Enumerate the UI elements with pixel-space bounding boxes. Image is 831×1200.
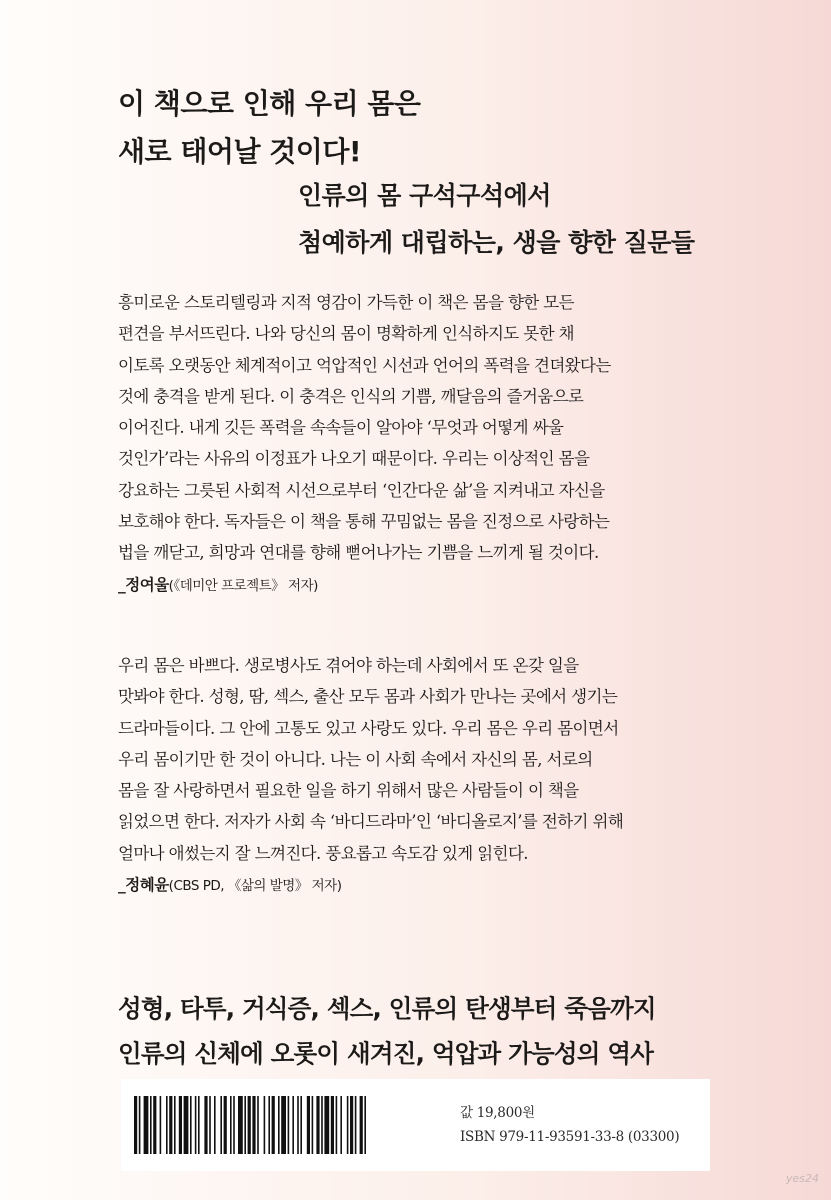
barcode-bar	[169, 1096, 172, 1154]
review-line: 흥미로운 스토리텔링과 지적 영감이 가득한 이 책은 몸을 향한 모든	[118, 293, 574, 312]
review-line: 맛봐야 한다. 성형, 땀, 섹스, 출산 모두 몸과 사회가 만나는 곳에서 생기는	[118, 687, 618, 707]
review-line: 얼마나 애썼는지 잘 느껴진다. 풍요롭고 속도감 있게 읽힌다.	[118, 843, 528, 863]
barcode-bar	[360, 1096, 363, 1154]
reviewer-note: (CBS PD, 《삶의 발명》 저자)	[168, 878, 342, 895]
barcode-bar	[184, 1096, 189, 1154]
review-jeong-hyeyun	[118, 650, 718, 900]
barcode-bar	[281, 1096, 286, 1154]
barcode-bar	[144, 1096, 149, 1154]
isbn-label: ISBN 979-11-93591-33-8 (03300)	[460, 1129, 680, 1145]
barcode-bar	[230, 1096, 232, 1154]
headline-line-2: 새로 태어날 것이다!	[118, 135, 362, 168]
barcode-bar	[316, 1096, 319, 1154]
barcode-bar	[204, 1096, 207, 1154]
barcode-bar	[364, 1096, 366, 1154]
barcode-bar	[300, 1096, 302, 1154]
review-line: 법을 깨닫고, 희망과 연대를 향해 뻗어나가는 기쁨을 느끼게 될 것이다.	[118, 543, 599, 563]
review-line: 우리 몸이기만 한 것이 아니다. 나는 이 사회 속에서 자신의 몸, 서로의	[118, 749, 593, 769]
barcode-bar	[292, 1096, 294, 1154]
barcode-bar	[331, 1096, 334, 1154]
barcode-bar	[166, 1096, 168, 1154]
review-line: 것인가’라는 사유의 이정표가 나오기 때문이다. 우리는 이상적인 몸을	[118, 449, 590, 469]
bottom-tagline-line-1: 성형, 타투, 거식증, 섹스, 인류의 탄생부터 죽음까지	[118, 994, 656, 1023]
barcode-bar	[153, 1096, 156, 1154]
review-line: 우리 몸은 바쁘다. 생로병사도 겪어야 하는데 사회에서 또 온갖 일을	[118, 656, 579, 675]
barcode-panel	[121, 1079, 710, 1171]
reviewer-note: (《데미안 프로젝트》 저자)	[168, 577, 318, 594]
bottom-tagline	[118, 986, 656, 1076]
subheadline-line-2: 첨예하게 대립하는, 생을 향한 질문들	[298, 228, 695, 257]
barcode-bar	[209, 1096, 211, 1154]
barcode-bar	[336, 1096, 338, 1154]
barcode-bar	[312, 1096, 314, 1154]
barcode-bar	[324, 1096, 329, 1154]
price-label: 값 19,800원	[460, 1105, 535, 1121]
headline-line-1: 이 책으로 인해 우리 몸은	[118, 87, 421, 120]
barcode-bar	[264, 1096, 266, 1154]
review-line: 읽었으면 한다. 저자가 사회 속 ‘바디드라마’인 ‘바디올로지’를 전하기 위해	[118, 812, 624, 832]
reviewer-name: _정혜윤	[118, 876, 169, 895]
barcode-bar	[214, 1096, 216, 1154]
subheadline-line-1: 인류의 몸 구석구석에서	[298, 181, 551, 210]
barcode-bar	[174, 1096, 176, 1154]
review-jeong-yeoul	[118, 287, 718, 600]
barcode-bar	[150, 1096, 152, 1154]
barcode-bar	[233, 1096, 235, 1154]
barcode-bar	[134, 1096, 137, 1154]
barcode-bar	[224, 1096, 227, 1154]
review-line: 보호해야 한다. 독자들은 이 책을 통해 꾸밈없는 몸을 진정으로 사랑하는	[118, 512, 610, 532]
barcode-bar	[248, 1096, 251, 1154]
price-info	[460, 1101, 679, 1149]
barcode-bar	[257, 1096, 259, 1154]
barcode-bar	[160, 1096, 162, 1154]
barcode-bar	[307, 1096, 310, 1154]
barcode-bar	[288, 1096, 290, 1154]
barcode-bar	[278, 1096, 280, 1154]
barcode-bar	[355, 1096, 357, 1154]
bottom-tagline-line-2: 인류의 신체에 오롯이 새겨진, 억압과 가능성의 역사	[118, 1039, 654, 1068]
barcode-bar	[220, 1096, 222, 1154]
barcode-bar	[340, 1096, 342, 1154]
review-attribution	[118, 871, 718, 900]
review-line: 몸을 잘 사랑하면서 필요한 일을 하기 위해서 많은 사람들이 이 책을	[118, 781, 579, 801]
review-line: 편견을 부서뜨린다. 나와 당신의 몸이 명확하게 인식하지도 못한 채	[118, 324, 574, 344]
review-line: 이토록 오랫동안 체계적이고 억압적인 시선과 언어의 폭력을 견뎌왔다는	[118, 355, 611, 375]
review-line: 드라마들이다. 그 안에 고통도 있고 사랑도 있다. 우리 몸은 우리 몸이면서	[118, 718, 619, 738]
review-line: 이어진다. 내게 깃든 폭력을 속속들이 알아야 ‘무엇과 어떻게 싸울	[118, 418, 564, 438]
barcode-bar	[272, 1096, 275, 1154]
watermark-logo: yes24	[786, 1172, 820, 1185]
barcode-bar	[198, 1096, 200, 1154]
barcode-bar	[179, 1096, 182, 1154]
barcode-bar	[321, 1096, 323, 1154]
review-line: 것에 충격을 받게 된다. 이 충격은 인식의 기쁨, 깨달음의 즐거움으로	[118, 386, 584, 406]
barcode-bar	[195, 1096, 197, 1154]
review-line: 강요하는 그릇된 사회적 시선으로부터 ‘인간다운 삶’을 지켜내고 자신을	[118, 480, 605, 500]
headline	[118, 80, 420, 176]
barcode-bar	[238, 1096, 243, 1154]
subheadline	[298, 172, 695, 266]
barcode-bar	[268, 1096, 270, 1154]
barcode-bar	[350, 1096, 353, 1154]
reviewer-name: _정여울	[118, 575, 169, 594]
review-attribution	[118, 571, 718, 600]
barcode-bar	[139, 1096, 141, 1154]
barcode-bar	[244, 1096, 246, 1154]
barcode-bar	[347, 1096, 349, 1154]
barcode-image	[134, 1096, 440, 1154]
barcode-bar	[297, 1096, 299, 1154]
barcode-bar	[190, 1096, 192, 1154]
barcode-bar	[252, 1096, 255, 1154]
